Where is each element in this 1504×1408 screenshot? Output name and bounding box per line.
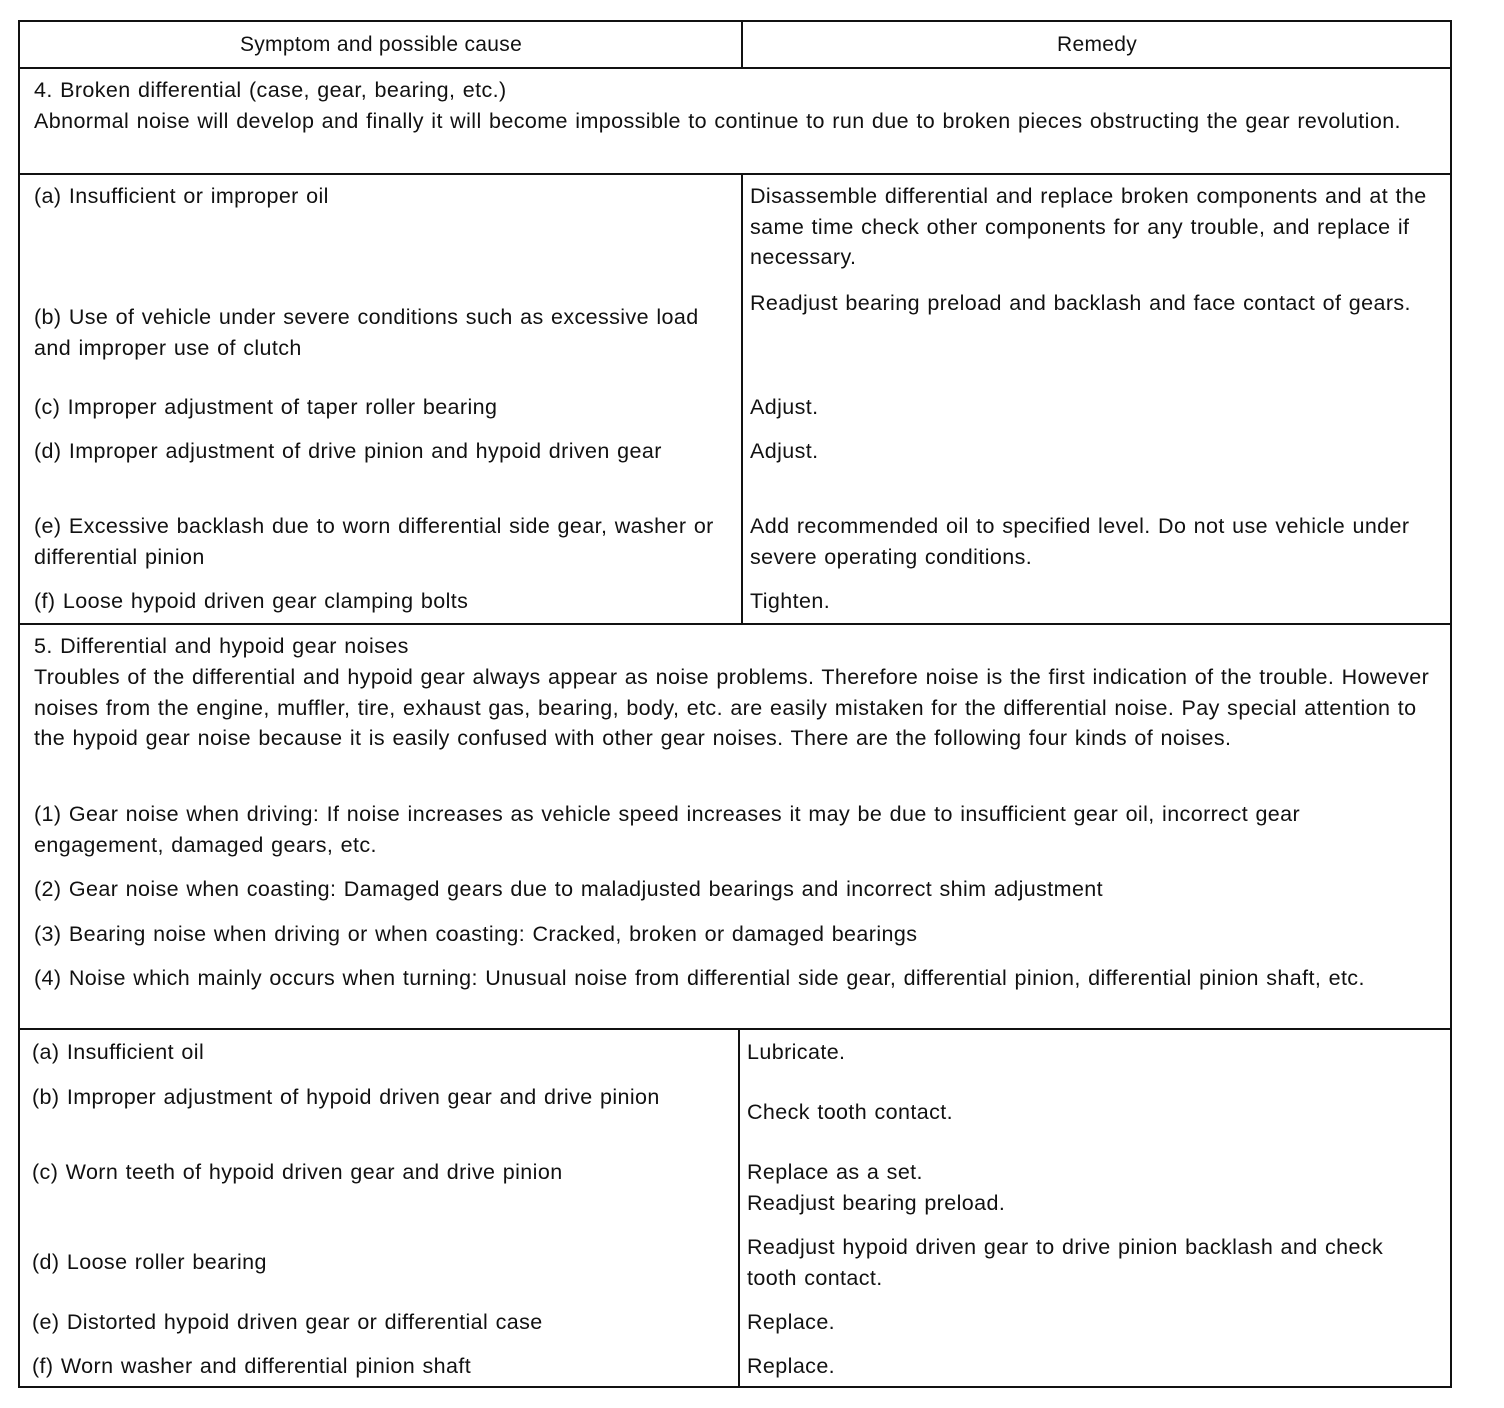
section-4-title: 4. Broken differential (case, gear, bearing, etc.): [34, 78, 507, 102]
s5-remedy-e: Replace.: [747, 1310, 836, 1334]
s4-cause-b: (b) Use of vehicle under severe conditions such as excessive load and improper use of clutch: [34, 305, 699, 360]
s5-remedy-a: Lubricate.: [747, 1040, 846, 1064]
s4-cause-e: (e) Excessive backlash due to worn differential side gear, washer or differential pinion: [34, 514, 714, 569]
symptom-column-header: Symptom and possible cause: [239, 33, 523, 56]
section-4-description: Abnormal noise will develop and finally it will become impossible to continue to run due to broken pieces obstructing the gear revolution.: [34, 109, 1401, 133]
s4-remedy-d: Adjust.: [750, 439, 819, 463]
noise-kind-4: (4) Noise which mainly occurs when turning: Unusual noise from differential side gear, differential pinion, differential pinion shaft, etc.: [34, 966, 1365, 990]
header-divider: [741, 22, 743, 68]
s4-cause-c: (c) Improper adjustment of taper roller bearing: [34, 395, 498, 419]
troubleshooting-table: [18, 20, 1452, 1388]
noise-kind-2: (2) Gear noise when coasting: Damaged gears due to maladjusted bearings and incorrect shim adjustment: [34, 877, 1104, 901]
s5-cause-f: (f) Worn washer and differential pinion shaft: [32, 1354, 472, 1378]
s5-cause-b: (b) Improper adjustment of hypoid driven gear and drive pinion: [32, 1085, 660, 1109]
section-4-column-divider: [741, 174, 743, 625]
section-4-bottom-rule: [20, 623, 1450, 625]
section-4-heading-rule: [20, 173, 1450, 175]
s5-cause-c: (c) Worn teeth of hypoid driven gear and drive pinion: [32, 1160, 563, 1184]
s5-cause-d: (d) Loose roller bearing: [32, 1250, 267, 1274]
s4-remedy-c: Adjust.: [750, 395, 819, 419]
section-5-column-divider: [738, 1029, 740, 1388]
s4-remedy-b: Readjust bearing preload and backlash and face contact of gears.: [750, 291, 1411, 315]
section-5-heading-rule: [20, 1028, 1450, 1030]
s5-remedy-b: Check tooth contact.: [747, 1100, 953, 1124]
section-5-description: Troubles of the differential and hypoid gear always appear as noise problems. Therefore noise is the first indication of the trouble. However noises from the engine, muffler, tire, exhaust gas, bearing, body, etc. are easily mistaken for the differential noise. Pay special attention to the hypoid gear noise because it is easily confused with other gear noises. There are the following four kinds of noises.: [34, 665, 1430, 750]
remedy-column-header: Remedy: [1057, 33, 1137, 56]
noise-kind-3: (3) Bearing noise when driving or when coasting: Cracked, broken or damaged bearings: [34, 922, 918, 946]
s5-cause-a: (a) Insufficient oil: [32, 1040, 205, 1064]
s5-remedy-c: Replace as a set. Readjust bearing preload.: [747, 1160, 1006, 1215]
s4-remedy-f: Tighten.: [750, 589, 831, 613]
s4-remedy-a: Disassemble differential and replace broken components and at the same time check other components for any trouble, and replace if necessary.: [750, 184, 1427, 269]
s5-remedy-f: Replace.: [747, 1354, 836, 1378]
s4-cause-f: (f) Loose hypoid driven gear clamping bolts: [34, 589, 469, 613]
section-5-title: 5. Differential and hypoid gear noises: [34, 634, 409, 658]
header-bottom-rule: [20, 67, 1450, 69]
s4-cause-a: (a) Insufficient or improper oil: [34, 184, 329, 208]
noise-kind-1: (1) Gear noise when driving: If noise increases as vehicle speed increases it may be due to insufficient gear oil, incorrect gear engagement, damaged gears, etc.: [34, 802, 1301, 857]
s4-cause-d: (d) Improper adjustment of drive pinion and hypoid driven gear: [34, 439, 662, 463]
s4-remedy-e: Add recommended oil to specified level. Do not use vehicle under severe operating conditions.: [750, 514, 1410, 569]
s5-cause-e: (e) Distorted hypoid driven gear or differential case: [32, 1310, 543, 1334]
s5-remedy-d: Readjust hypoid driven gear to drive pinion backlash and check tooth contact.: [747, 1235, 1384, 1290]
